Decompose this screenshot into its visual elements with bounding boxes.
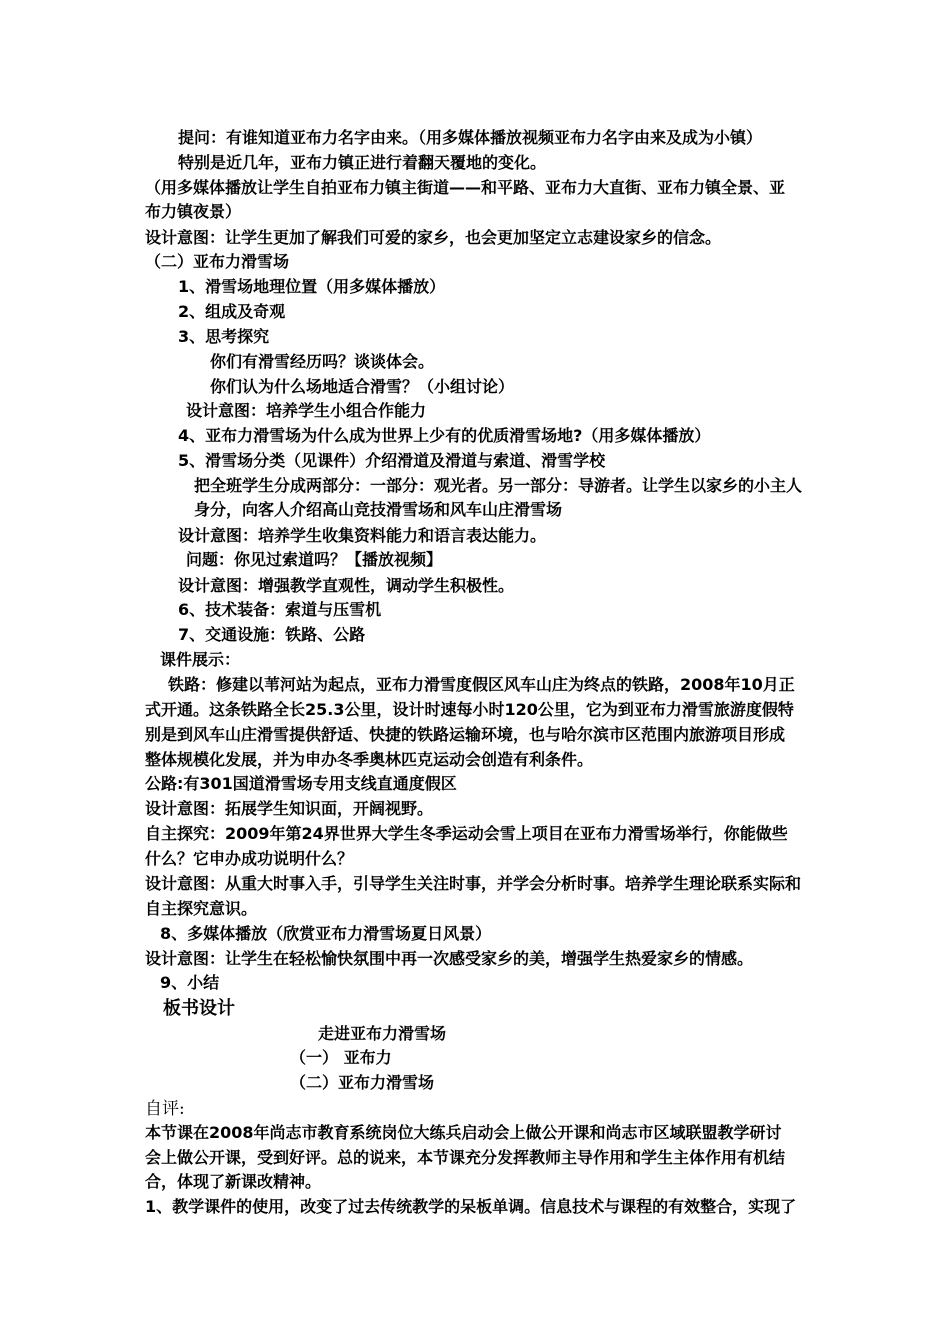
text-line: 铁路：修建以苇河站为起点，亚布力滑雪度假区风车山庄为终点的铁路，2008年10月正: [168, 675, 795, 694]
text-line: 会上做公开课，受到好评。总的说来，本节课充分发挥教师主导作用和学生主体作用有机结: [145, 1148, 786, 1167]
text-line: 设计意图：从重大时事入手，引导学生关注时事，并学会分析时事。培养学生理论联系实际和: [145, 874, 802, 893]
list-item: 5、滑雪场分类（见课件）介绍滑道及滑道与索道、滑雪学校: [178, 451, 606, 470]
list-item: 2、组成及奇观: [178, 302, 286, 321]
text-line: 设计意图：让学生在轻松愉快氛围中再一次感受家乡的美，增强学生热爱家乡的情感。: [145, 949, 754, 968]
text-line: 问题：你见过索道吗？【播放视频】: [186, 550, 443, 569]
section-heading: （二）亚布力滑雪场: [145, 252, 290, 271]
text-line: 式开通。这条铁路全长25.3公里，设计时速每小时120公里，它为到亚布力滑雪旅游度假特: [145, 700, 794, 719]
text-line: 自主探究意识。: [145, 899, 258, 918]
text-line: 本节课在2008年尚志市教育系统岗位大练兵启动会上做公开课和尚志市区域联盟教学研讨: [145, 1123, 782, 1142]
text-line: （用多媒体播放让学生自拍亚布力镇主街道——和平路、亚布力大直街、亚布力镇全景、亚: [145, 178, 786, 197]
text-line: 你们认为什么场地适合滑雪？（小组讨论）: [210, 377, 515, 396]
text-line: 设计意图：让学生更加了解我们可爱的家乡，也会更加坚定立志建设家乡的信念。: [145, 228, 722, 247]
text-line: 提问：有谁知道亚布力名字由来。（用多媒体播放视频亚布力名字由来及成为小镇）: [178, 128, 763, 147]
list-item: 1、滑雪场地理位置（用多媒体播放）: [178, 277, 446, 296]
text-line: 公路:有301国道滑雪场专用支线直通度假区: [145, 774, 457, 793]
board-item: （一） 亚布力: [290, 1048, 392, 1067]
text-line: 整体规模化发展，并为申办冬季奥林匹克运动会创造有利条件。: [145, 750, 594, 769]
list-item: 8、多媒体播放（欣赏亚布力滑雪场夏日风景）: [160, 924, 492, 943]
text-line: 别是到风车山庄滑雪提供舒适、快捷的铁路运输环境，也与哈尔滨市区范围内旅游项目形成: [145, 725, 786, 744]
text-line: 设计意图：培养学生收集资料能力和语言表达能力。: [178, 526, 547, 545]
text-line: 设计意图：增强教学直观性，调动学生积极性。: [178, 576, 515, 595]
list-item: 6、技术装备：索道与压雪机: [178, 600, 382, 619]
text-line: 特别是近几年，亚布力镇正进行着翻天覆地的变化。: [178, 153, 547, 172]
board-design-heading: 板书设计: [163, 998, 235, 1019]
board-title: 走进亚布力滑雪场: [318, 1024, 447, 1043]
list-item: 4、亚布力滑雪场为什么成为世界上少有的优质滑雪场地?（用多媒体播放）: [178, 426, 711, 445]
text-line: 1、教学课件的使用，改变了过去传统教学的呆板单调。信息技术与课程的有效整合，实现了: [145, 1197, 797, 1216]
text-line: 自主探究：2009年第24界世界大学生冬季运动会雪上项目在亚布力滑雪场举行，你能做些: [145, 824, 788, 843]
list-item: 9、小结: [160, 973, 220, 992]
text-line: 身分，向客人介绍高山竞技滑雪场和风车山庄滑雪场: [194, 500, 563, 519]
text-line: 设计意图：拓展学生知识面，开阔视野。: [145, 799, 434, 818]
list-item: 3、思考探究: [178, 327, 270, 346]
text-line: 设计意图：培养学生小组合作能力: [186, 401, 427, 420]
text-line: 合，体现了新课改精神。: [145, 1172, 322, 1191]
text-line: 什么？它申办成功说明什么？: [145, 849, 354, 868]
list-item: 7、交通设施：铁路、公路: [178, 625, 366, 644]
self-evaluation-heading: 自评:: [145, 1099, 185, 1119]
text-line: 课件展示：: [160, 650, 241, 669]
text-line: 把全班学生分成两部分：一部分：观光者。另一部分：导游者。让学生以家乡的小主人: [194, 476, 803, 495]
board-item: （二）亚布力滑雪场: [290, 1073, 435, 1092]
text-line: 布力镇夜景）: [145, 202, 242, 221]
text-line: 你们有滑雪经历吗？谈谈体会。: [210, 352, 435, 371]
